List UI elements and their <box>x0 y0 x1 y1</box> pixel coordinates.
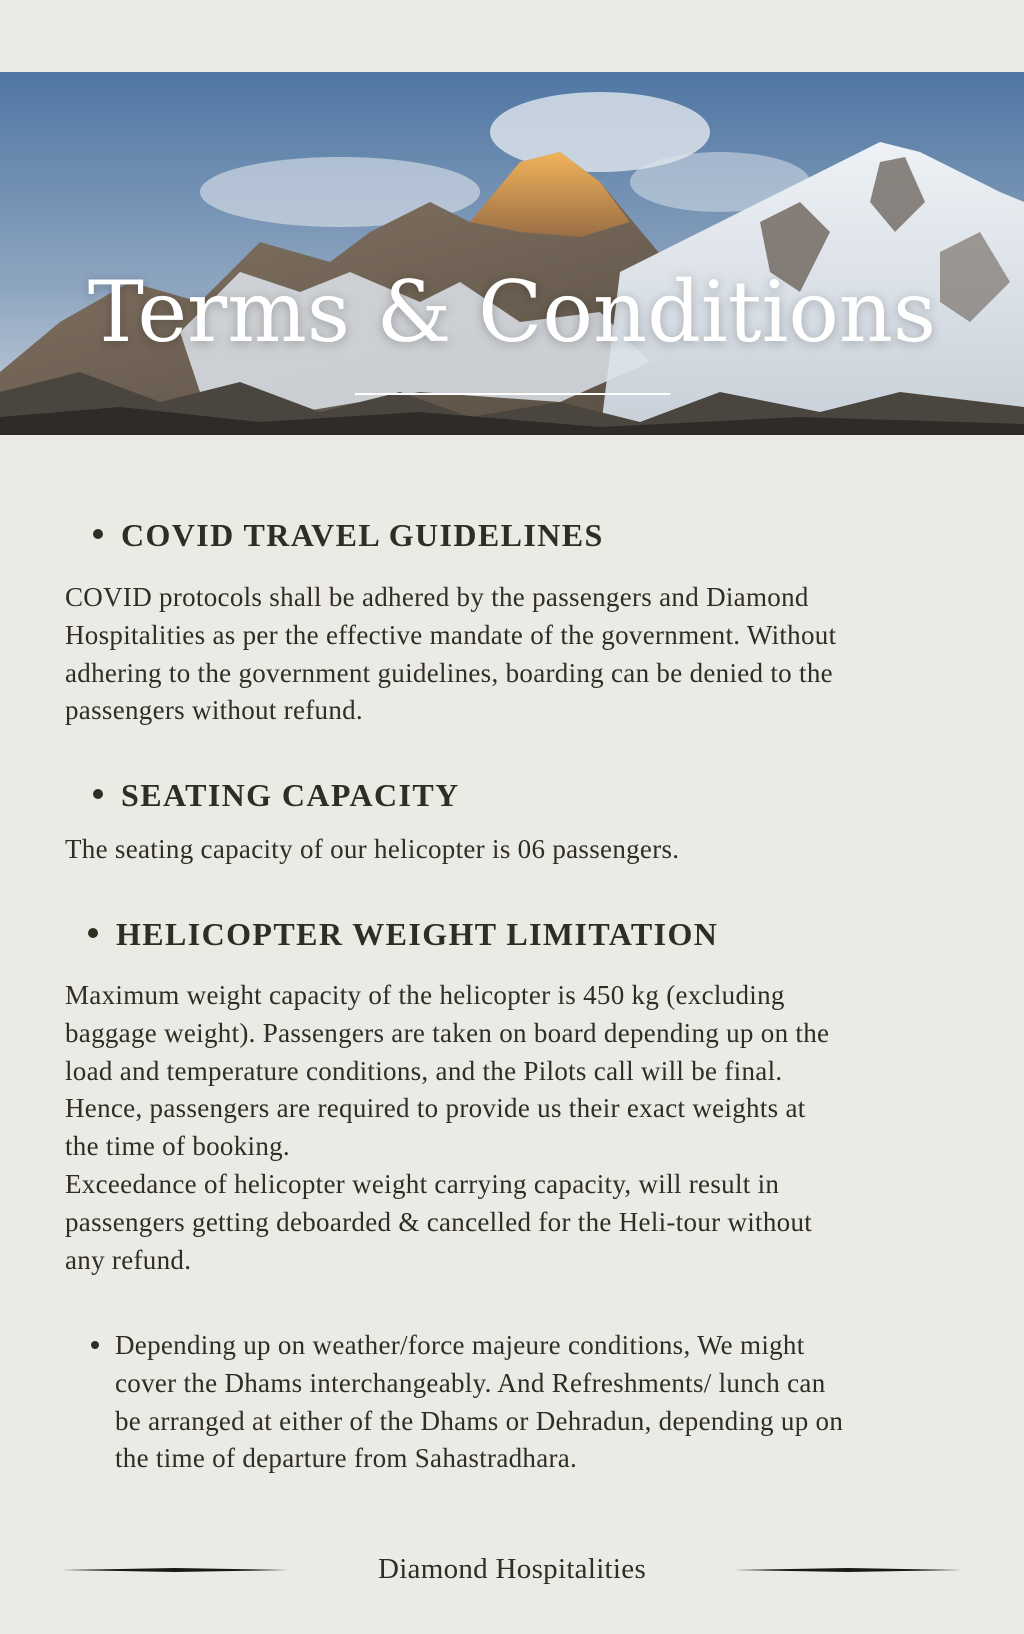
note-line: cover the Dhams interchangeably. And Refreshments/ lunch can <box>115 1367 826 1398</box>
section-heading-label: COVID TRAVEL GUIDELINES <box>121 517 604 553</box>
section-body-seating <box>65 831 970 869</box>
mountain-image <box>0 72 1024 435</box>
footer-divider-right <box>677 1568 1019 1572</box>
note-line: be arranged at either of the Dhams or Dehradun, depending up on <box>115 1405 844 1436</box>
footer-brand: Diamond Hospitalities <box>377 1553 647 1585</box>
paragraph-line: any refund. <box>65 1244 192 1275</box>
paragraph-line: Hospitalities as per the effective mandate of the government. Without <box>65 619 837 650</box>
note-line: the time of departure from Sahastradhara. <box>115 1443 578 1474</box>
page-title: Terms & Conditions <box>87 263 937 361</box>
paragraph-line: adhering to the government guidelines, boarding can be denied to the <box>65 657 833 688</box>
section-heading-label: SEATING CAPACITY <box>121 777 460 813</box>
section-body-weight <box>65 977 970 1279</box>
title-divider <box>355 393 670 395</box>
section-heading-covid <box>93 519 604 551</box>
section-heading-label: HELICOPTER WEIGHT LIMITATION <box>116 916 719 952</box>
paragraph-line: load and temperature conditions, and the Pilots call will be final. <box>65 1055 783 1086</box>
section-body-covid <box>65 579 970 730</box>
paragraph-line: The seating capacity of our helicopter is 06 passengers. <box>65 834 680 864</box>
section-heading-weight <box>88 918 718 950</box>
paragraph-line: Exceedance of helicopter weight carrying capacity, will result in <box>65 1168 780 1199</box>
paragraph-line: passengers getting deboarded & cancelled for the Heli-tour without <box>65 1206 813 1237</box>
paragraph-line: baggage weight). Passengers are taken on board depending up on the <box>65 1017 830 1048</box>
paragraph-line: COVID protocols shall be adhered by the passengers and Diamond <box>65 582 809 612</box>
note-list-item <box>115 1327 975 1478</box>
paragraph-line: Maximum weight capacity of the helicopter is 450 kg (excluding <box>65 980 785 1010</box>
paragraph-line: the time of booking. <box>65 1131 290 1162</box>
bullet-icon <box>93 789 103 799</box>
paragraph-line: passengers without refund. <box>65 695 363 726</box>
section-heading-seating <box>93 779 460 811</box>
paragraph-line: Hence, passengers are required to provide us their exact weights at <box>65 1093 806 1124</box>
note-line: Depending up on weather/force majeure conditions, We might <box>115 1330 805 1360</box>
bullet-icon <box>93 529 103 539</box>
hero-banner <box>0 72 1024 435</box>
bullet-icon <box>88 928 98 938</box>
bullet-icon <box>91 1341 99 1349</box>
